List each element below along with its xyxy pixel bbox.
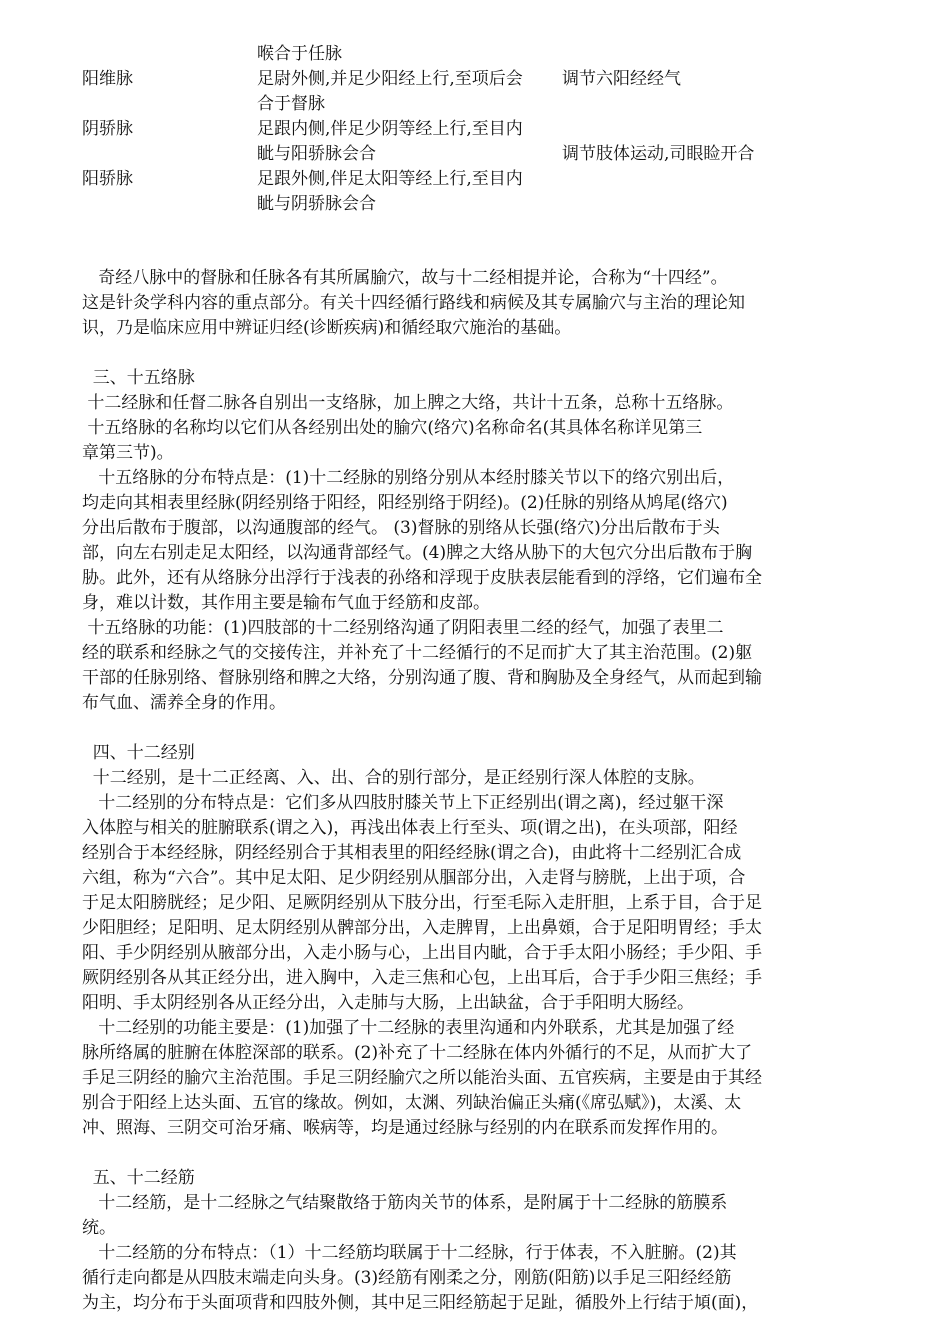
body-text-line: 十二经筋，是十二经脉之气结聚散络于筋肉关节的体系，是附属于十二经脉的筋膜系 — [82, 1193, 728, 1213]
body-text-line: 厥阴经别各从其正经分出，进入胸中，入走三焦和心包，上出耳后，合于手少阳三焦经；手 — [82, 968, 762, 988]
body-text-line: 十二经别的分布特点是：它们多从四肢肘膝关节上下正经别出(谓之离)，经过躯干深 — [82, 793, 724, 813]
section-heading: 四、十二经别 — [82, 743, 195, 763]
body-text-line: 十五络脉的功能：(1)四肢部的十二经别络沟通了阴阳表里二经的经气，加强了表里二 — [82, 618, 724, 638]
body-text-line: 这是针灸学科内容的重点部分。有关十四经循行路线和病候及其专属腧穴与主治的理论知 — [82, 293, 745, 313]
vessel-course-cell-line: 足跟外侧,伴足太阳等经上行,至目内 — [257, 169, 523, 189]
body-text-line: 经的联系和经脉之气的交接传注，并补充了十二经循行的不足而扩大了其主治范围。(2)躯 — [82, 643, 753, 663]
body-text-line: 冲、照海、三阴交可治牙痛、喉病等，均是通过经脉与经别的内在联系而发挥作用的。 — [82, 1118, 728, 1138]
vessel-course-cell-line: 足跟内侧,伴足少阴等经上行,至目内 — [257, 119, 523, 139]
vessel-course-cell-line: 眦与阴骄脉会合 — [257, 194, 376, 214]
body-text-line: 十五络脉的名称均以它们从各经别出处的腧穴(络穴)名称命名(其具体名称详见第三 — [82, 418, 703, 438]
body-text-line: 经别合于本经经脉，阴经经别合于其相表里的阳经经脉(谓之合)，由此将十二经别汇合成 — [82, 843, 742, 863]
body-text-line: 十二经筋的分布特点：（1）十二经筋均联属于十二经脉，行于体表，不入脏腑。(2)其 — [82, 1243, 737, 1263]
section-heading: 五、十二经筋 — [82, 1168, 195, 1188]
body-text-line: 部，向左右别走足太阳经，以沟通背部经气。(4)脾之大络从胁下的大包穴分出后散布于胸 — [82, 543, 753, 563]
body-text-line: 胁。此外，还有从络脉分出浮行于浅表的孙络和浮现于皮肤表层能看到的浮络，它们遍布全 — [82, 568, 762, 588]
body-text-line: 阳、手少阴经别从腋部分出，入走小肠与心，上出目内眦，合于手太阳小肠经；手少阳、手 — [82, 943, 762, 963]
body-text-line: 身，难以计数，其作用主要是输布气血于经筋和皮部。 — [82, 593, 490, 613]
section-heading: 三、十五络脉 — [82, 368, 195, 388]
body-text-line: 入体腔与相关的脏腑联系(谓之入)，再浅出体表上行至头、项(谓之出)，在头项部，阳经 — [82, 818, 738, 838]
body-text-line: 分出后散布于腹部，以沟通腹部的经气。 (3)督脉的别络从长强(络穴)分出后散布于头 — [82, 518, 720, 538]
body-text-line: 章第三节)。 — [82, 443, 174, 463]
body-text-line: 统。 — [82, 1218, 116, 1238]
body-text-line: 十二经脉和任督二脉各自别出一支络脉，加上脾之大络，共计十五条，总称十五络脉。 — [82, 393, 734, 413]
body-text-line: 六组，称为“六合”。其中足太阳、足少阴经别从腘部分出，入走肾与膀胱，上出于项，合 — [82, 868, 746, 888]
body-text-line: 识，乃是临床应用中辨证归经(诊断疾病)和循经取穴施治的基础。 — [82, 318, 572, 338]
body-text-line: 循行走向都是从四肢末端走向头身。(3)经筋有刚柔之分，刚筋(阳筋)以手足三阳经经筋 — [82, 1268, 732, 1288]
vessel-course-cell-line: 足尉外侧,并足少阳经上行,至项后会 — [257, 69, 523, 89]
vessel-name-cell: 阳维脉 — [82, 69, 133, 89]
body-text-line: 干部的任脉别络、督脉别络和脾之大络，分别沟通了腹、背和胸胁及全身经气，从而起到输 — [82, 668, 762, 688]
body-text-line: 阳明、手太阴经别各从正经分出，入走肺与大肠，上出缺盆，合于手阳明大肠经。 — [82, 993, 694, 1013]
body-text-line: 少阳胆经；足阳明、足太阴经别从髀部分出，入走脾胃，上出鼻頞，合于足阳明胃经；手太 — [82, 918, 762, 938]
body-text-line: 十五络脉的分布特点是：(1)十二经脉的别络分别从本经肘膝关节以下的络穴别出后， — [82, 468, 735, 488]
body-text-line: 脉所络属的脏腑在体腔深部的联系。(2)补充了十二经脉在体内外循行的不足，从而扩大了 — [82, 1043, 753, 1063]
body-text-line: 别合于阳经上达头面、五官的缘故。例如，太渊、列缺治偏正头痛(《席弘赋》)，太溪、太 — [82, 1093, 742, 1113]
vessel-name-cell: 阳骄脉 — [82, 169, 133, 189]
vessel-function-cell: 调节肢体运动,司眼睑开合 — [562, 144, 755, 164]
vessel-function-cell: 调节六阳经经气 — [562, 69, 681, 89]
body-text-line: 十二经别，是十二正经离、入、出、合的别行部分，是正经别行深人体腔的支脉。 — [82, 768, 705, 788]
vessel-course-cell-line: 喉合于任脉 — [257, 44, 342, 64]
vessel-course-cell-line: 合于督脉 — [257, 94, 325, 114]
body-text-line: 手足三阴经的腧穴主治范围。手足三阴经腧穴之所以能治头面、五官疾病，主要是由于其经 — [82, 1068, 762, 1088]
body-text-line: 为主，均分布于头面项背和四肢外侧，其中足三阳经筋起于足趾，循股外上行结于頄(面)， — [82, 1293, 759, 1313]
vessel-course-cell-line: 眦与阳骄脉会合 — [257, 144, 376, 164]
body-text-line: 布气血、濡养全身的作用。 — [82, 693, 286, 713]
body-text-line: 奇经八脉中的督脉和任脉各有其所属腧穴，故与十二经相提并论，合称为“十四经”。 — [82, 268, 728, 288]
body-text-line: 于足太阳膀胱经；足少阳、足厥阴经别从下肢分出，行至毛际入走肝胆，上系于目，合于足 — [82, 893, 762, 913]
body-text-line: 均走向其相表里经脉(阴经别络于阳经，阳经别络于阴经)。(2)任脉的别络从鸠尾(络穴) — [82, 493, 728, 513]
vessel-name-cell: 阴骄脉 — [82, 119, 133, 139]
body-text-line: 十二经别的功能主要是：(1)加强了十二经脉的表里沟通和内外联系，尤其是加强了经 — [82, 1018, 735, 1038]
